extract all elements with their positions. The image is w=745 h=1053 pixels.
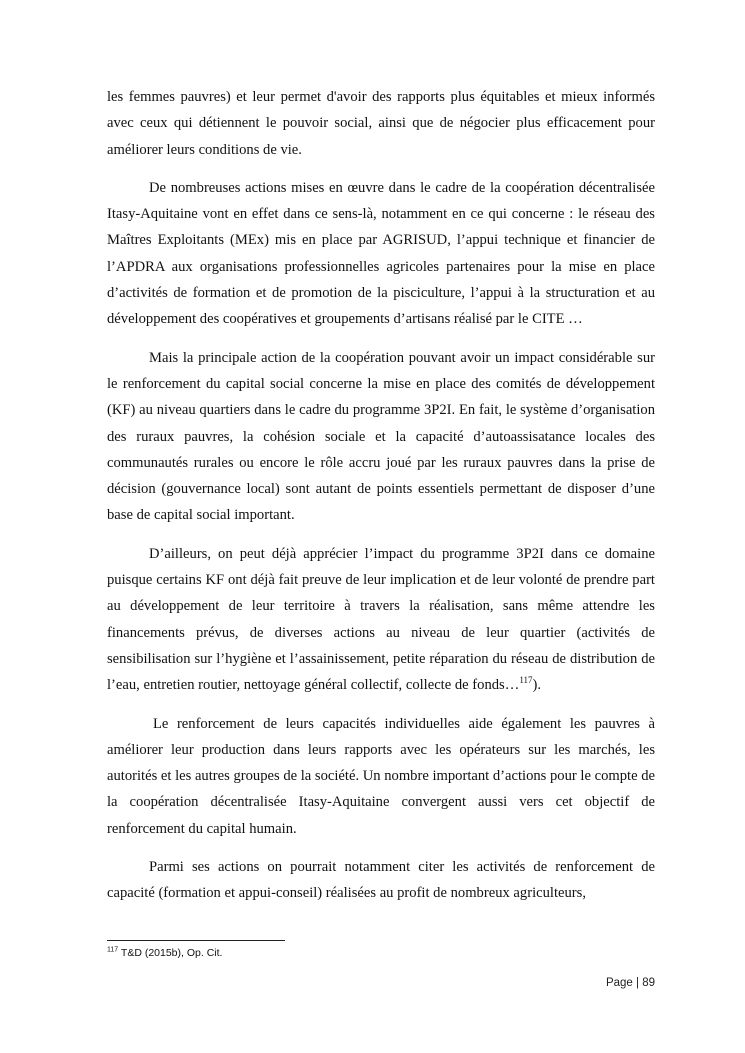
footnote	[107, 946, 222, 960]
paragraph-5: Le renforcement de leurs capacités individuelles aide également les pauvres à améliorer leur production dans leurs rapports avec les opérateurs sur les marchés, les autorités et les autres groupes de la société. Un nombre important d’actions pour le compte de la coopération décentralisée Itasy-Aquitaine convergent aussi vers cet objectif de renforcement du capital humain.	[107, 715, 655, 837]
footnote-ref: 117	[519, 675, 533, 686]
paragraph-4	[107, 541, 655, 699]
body-text	[107, 84, 655, 919]
paragraph-6: Parmi ses actions on pourrait notamment citer les activités de renforcement de capacité (formation et appui-conseil) réalisées au profit de nombreux agriculteurs,	[107, 859, 655, 902]
footnote-separator	[107, 940, 285, 941]
footnote-text: T&D (2015b), Op. Cit.	[120, 947, 223, 959]
footnote-number: 117	[107, 946, 119, 954]
paragraph-4-tail: ).	[532, 677, 541, 694]
paragraph-1: les femmes pauvres) et leur permet d'avoir des rapports plus équitables et mieux informés avec ceux qui détiennent le pouvoir social, ainsi que de négocier plus efficacement pour améliorer leurs conditions de vie.	[107, 89, 655, 158]
paragraph-3: Mais la principale action de la coopération pouvant avoir un impact considérable sur le renforcement du capital social concerne la mise en place des comités de développement (KF) au niveau quartiers dans le cadre du programme 3P2I. En fait, le système d’organisation des ruraux pauvres, la cohésion sociale et la capacité d’autoassisatance locales des communautés rurales ou encore le rôle accru joué par les ruraux pauvres dans la prise de décision (gouvernance local) sont autant de points essentiels permettant de disposer d’une base de capital social important.	[107, 349, 655, 524]
paragraph-2: De nombreuses actions mises en œuvre dans le cadre de la coopération décentralisée Itasy-Aquitaine vont en effet dans ce sens-là, notamment en ce qui concerne : le réseau des Maîtres Exploitants (MEx) mis en place par AGRISUD, l’appui technique et financier de l’APDRA aux organisations professionnelles agricoles partenaires pour la mise en place d’activités de formation et de promotion de la pisciculture, l’appui à la structuration et au développement des coopératives et groupements d’artisans réalisé par le CITE …	[107, 179, 655, 328]
page-number: Page | 89	[605, 977, 655, 989]
paragraph-4-text: D’ailleurs, on peut déjà apprécier l’impact du programme 3P2I dans ce domaine puisque certains KF ont déjà fait preuve de leur implication et de leur volonté de prendre part au développement de leur territoire à travers la réalisation, sans même attendre les financements prévus, de diverses actions au niveau de leur quartier (activités de sensibilisation sur l’hygiène et l’assainissement, petite réparation du réseau de distribution de l’eau, entretien routier, nettoyage général collectif, collecte de fonds…	[107, 545, 655, 694]
